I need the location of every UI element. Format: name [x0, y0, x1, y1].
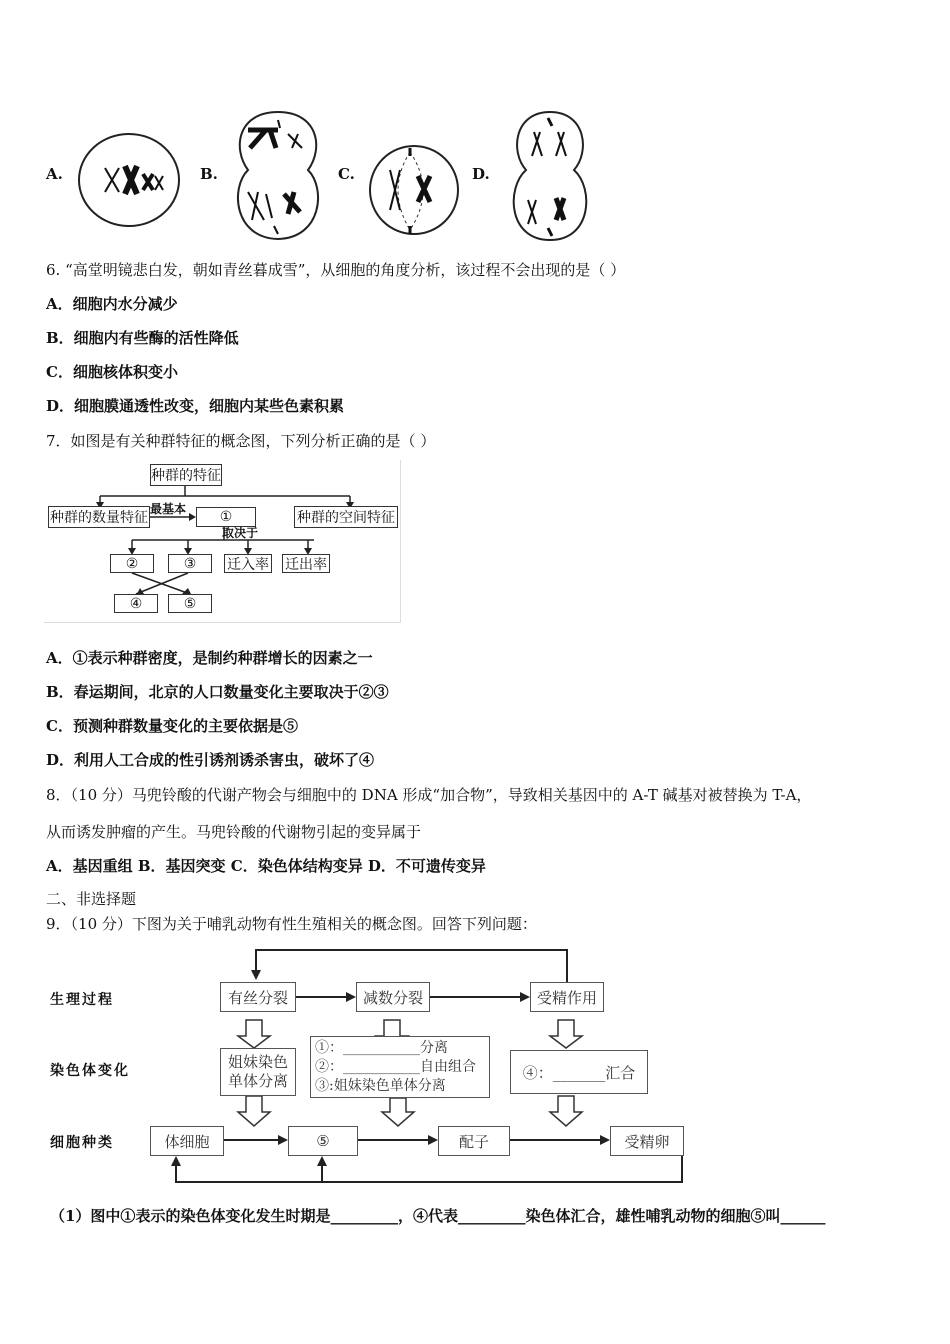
- label-depends-on: 取决于: [222, 526, 259, 540]
- label-most-basic: 最基本: [150, 502, 187, 516]
- q8-stem-line2: 从而诱发肿瘤的产生。马兜铃酸的代谢物引起的变异属于: [46, 823, 422, 841]
- node-meiosis: 减数分裂: [356, 982, 430, 1012]
- node-fertilization-change: ④：_______汇合: [510, 1050, 648, 1094]
- cell-figure-a: [75, 130, 185, 230]
- q8-stem-line1: 8．（10 分）马兜铃酸的代谢产物会与细胞中的 DNA 形成“加合物”，导致相关基因中的 A-T 碱基对被替换为 T-A，: [46, 786, 812, 804]
- option-a-label: A.: [46, 165, 63, 183]
- sister-line-1: 姐妹染色: [227, 1053, 288, 1071]
- node-somatic-cell: 体细胞: [150, 1126, 224, 1156]
- node-emigration-rate: 迁出率: [282, 554, 330, 573]
- q6-option-c: C．细胞核体积变小: [46, 363, 178, 381]
- node-mitosis: 有丝分裂: [220, 982, 296, 1012]
- q6-stem: 6. “高堂明镜悲白发，朝如青丝暮成雪”，从细胞的角度分析，该过程不会出现的是（ ）: [46, 261, 626, 279]
- q7-option-a: A．①表示种群密度，是制约种群增长的因素之一: [46, 649, 373, 667]
- node-3: ③: [168, 554, 212, 573]
- row-label-cell-types: 细胞种类: [50, 1135, 114, 1151]
- node-population-features: 种群的特征: [150, 464, 222, 486]
- sister-line-2: 单体分离: [227, 1072, 288, 1090]
- q8-options: A．基因重组 B．基因突变 C．染色体结构变异 D．不可遗传变异: [46, 857, 486, 875]
- node-spatial-features: 种群的空间特征: [294, 506, 398, 528]
- q6-option-b: B．细胞内有些酶的活性降低: [46, 329, 239, 347]
- node-4: ④: [114, 594, 158, 613]
- node-fertilization: 受精作用: [530, 982, 604, 1012]
- cell-figure-c: [366, 140, 466, 240]
- option-c-label: C.: [338, 165, 355, 183]
- q6-option-a: A．细胞内水分减少: [46, 295, 178, 313]
- node-meiosis-changes: [310, 1036, 490, 1098]
- q7-option-b: B．春运期间，北京的人口数量变化主要取决于②③: [46, 683, 389, 701]
- node-1: ①: [196, 507, 256, 527]
- q9-subquestion-1: （1）图中①表示的染色体变化发生时期是_________，④代表_________染色体汇合，雄性哺乳动物的细胞⑤叫______: [50, 1207, 826, 1225]
- row-label-processes: 生理过程: [50, 992, 114, 1008]
- q7-option-d: D．利用人工合成的性引诱剂诱杀害虫，破坏了④: [46, 751, 375, 769]
- blank-1: ①：___________分离: [315, 1039, 448, 1056]
- q7-stem: 7．如图是有关种群特征的概念图，下列分析正确的是（ ）: [46, 432, 436, 450]
- section-title: 二、非选择题: [46, 890, 137, 908]
- population-concept-map: [44, 460, 401, 623]
- node-immigration-rate: 迁入率: [224, 554, 272, 573]
- reproduction-concept-map: [40, 944, 720, 1192]
- q9-stem: 9．（10 分）下图为关于哺乳动物有性生殖相关的概念图。回答下列问题：: [46, 915, 537, 933]
- q7-option-c: C．预测种群数量变化的主要依据是⑤: [46, 717, 298, 735]
- node-5: ⑤: [288, 1126, 358, 1156]
- row-label-chromosome-changes: 染色体变化: [50, 1063, 130, 1079]
- option-d-label: D.: [472, 165, 490, 183]
- node-5: ⑤: [168, 594, 212, 613]
- cell-figure-d: [500, 108, 600, 243]
- blank-2: ②：___________自由组合: [315, 1058, 476, 1075]
- node-zygote: 受精卵: [610, 1126, 684, 1156]
- cell-figure-b: [228, 108, 328, 243]
- node-2: ②: [110, 554, 154, 573]
- node-sister-chromatid-separation: [220, 1048, 296, 1096]
- q6-option-d: D．细胞膜通透性改变，细胞内某些色素积累: [46, 397, 345, 415]
- node-quantity-features: 种群的数量特征: [48, 506, 150, 528]
- option-b-label: B.: [200, 165, 218, 183]
- node-gamete: 配子: [438, 1126, 510, 1156]
- meiosis-change-3: ③:姐妹染色单体分离: [315, 1077, 446, 1094]
